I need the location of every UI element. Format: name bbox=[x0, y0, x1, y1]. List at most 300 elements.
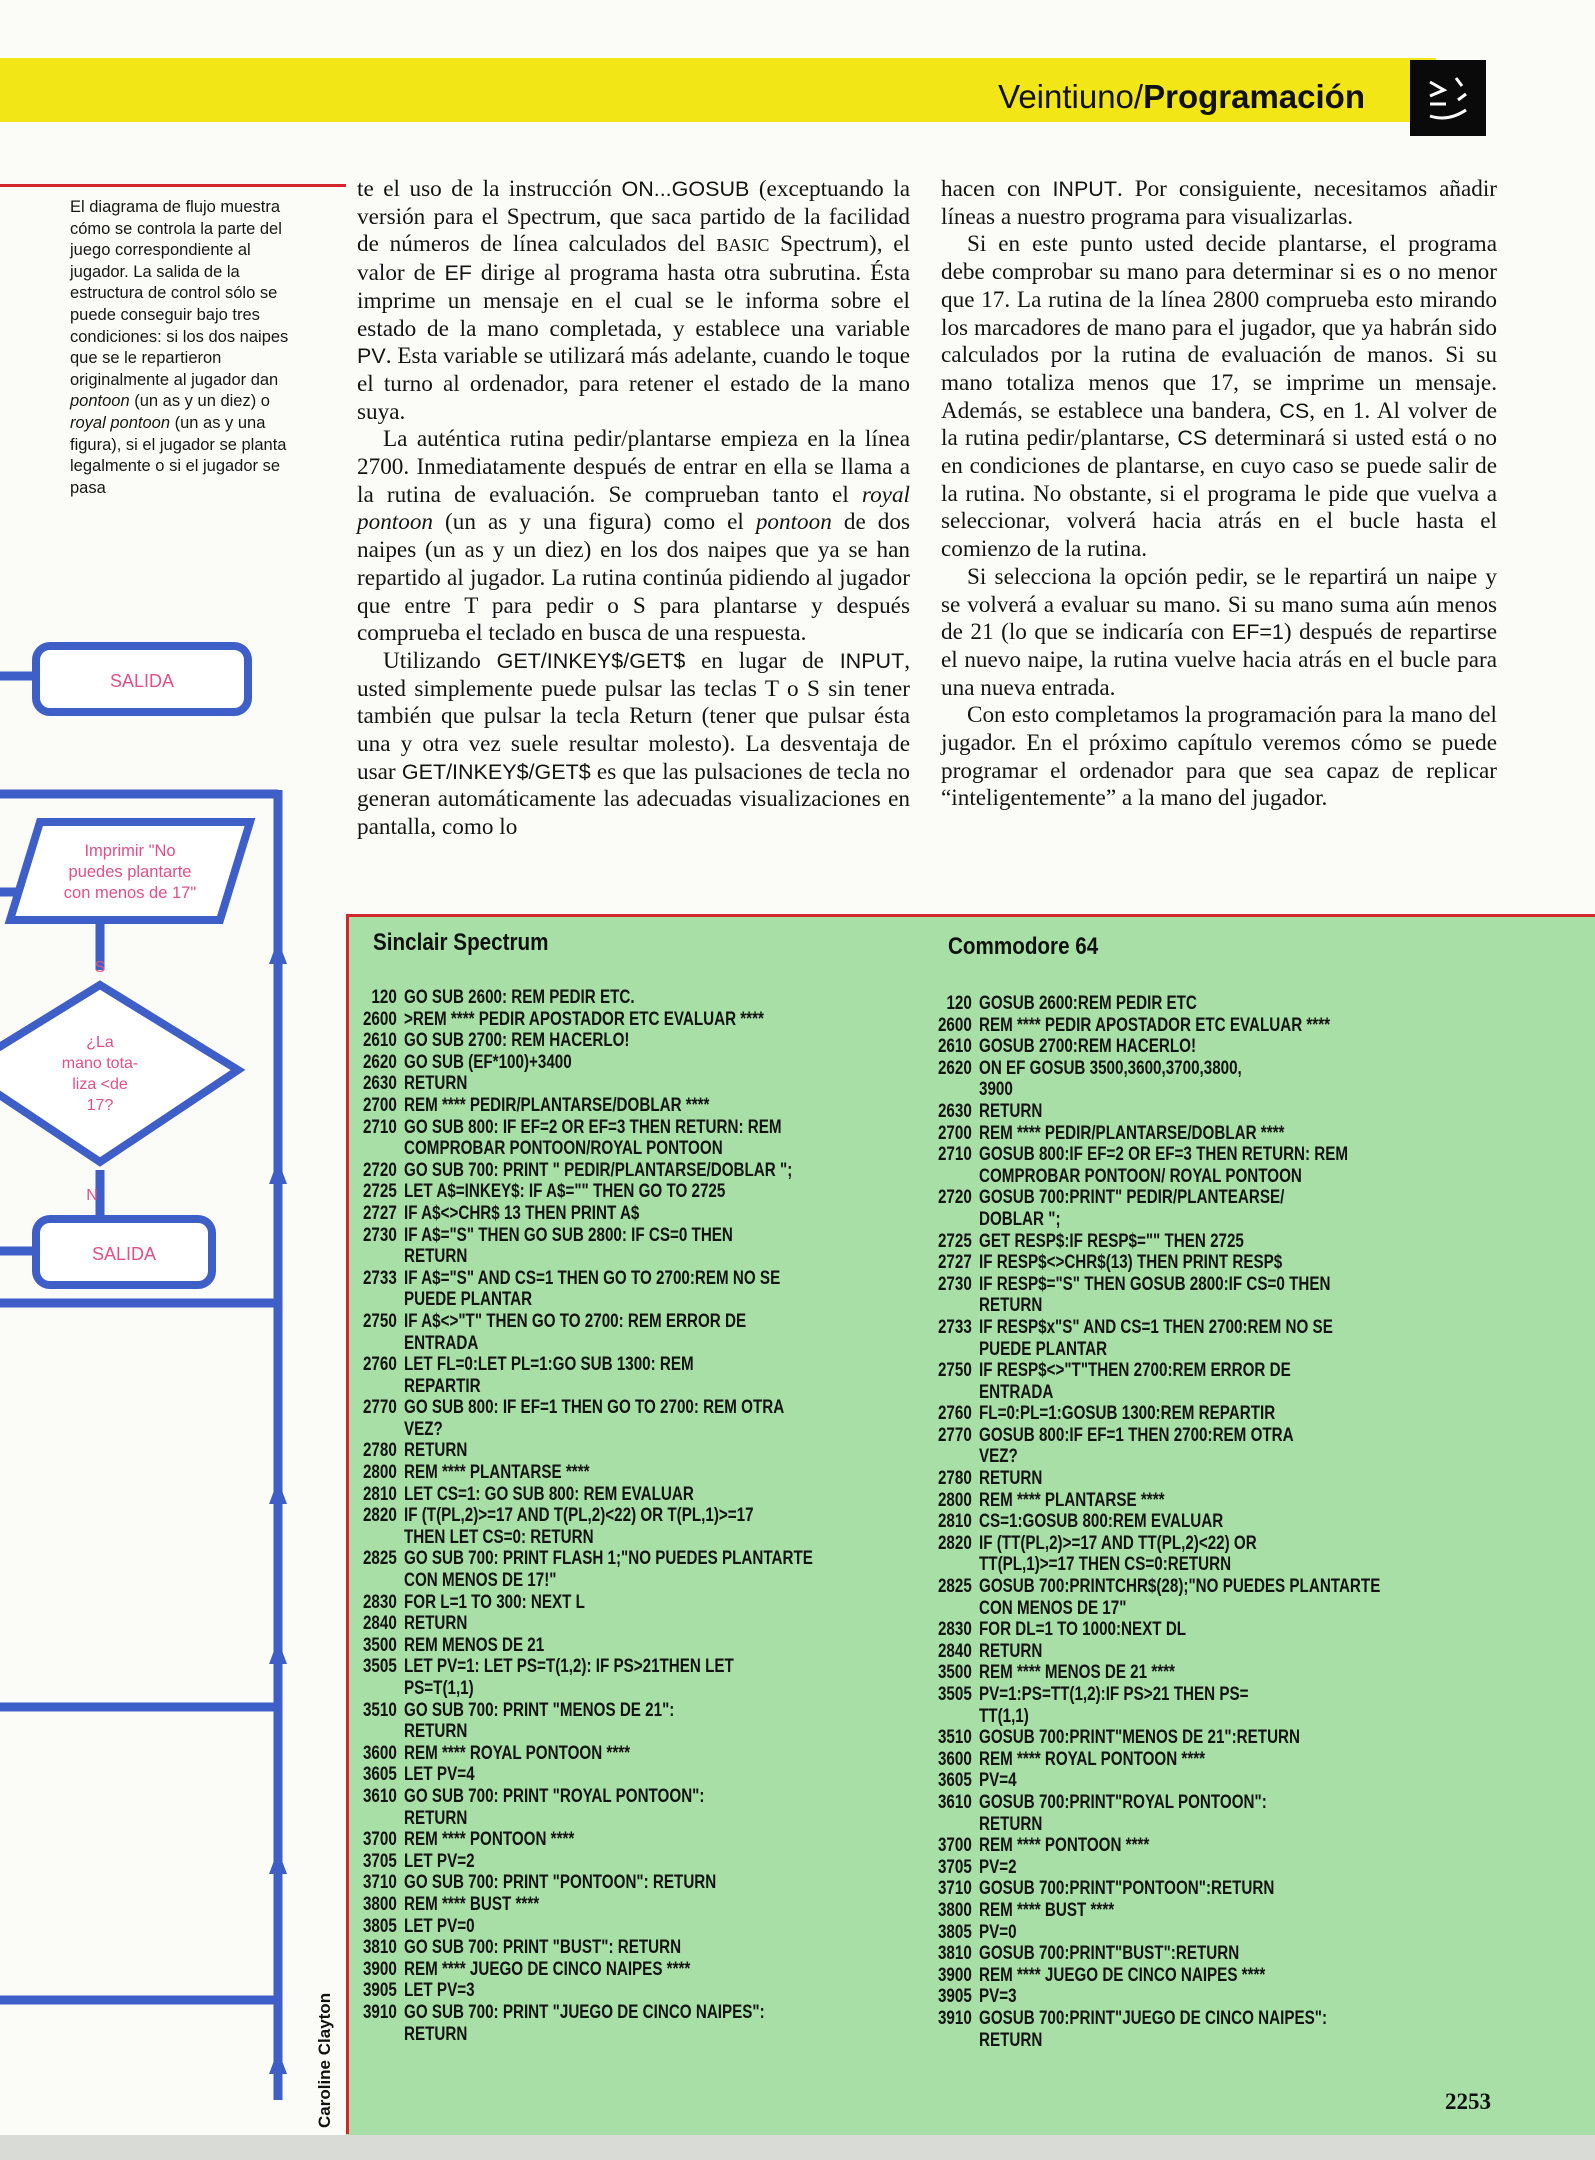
code-line bbox=[360, 1095, 813, 1117]
text-run: (exceptuando la versión para el Spectrum, que saca partido de la facilidad de números de línea calculados del bbox=[357, 176, 910, 258]
line-number: 2733 bbox=[362, 1267, 397, 1289]
line-number: 120 bbox=[946, 993, 972, 1014]
code-text: LET PV=2 bbox=[404, 1850, 475, 1872]
code-text: GO SUB 2700: REM HACERLO! bbox=[404, 1030, 630, 1052]
code-line bbox=[360, 1484, 813, 1506]
line-number: 3710 bbox=[937, 1878, 972, 1900]
line-number: 2780 bbox=[937, 1468, 972, 1490]
code-text: RETURN bbox=[979, 2029, 1043, 2051]
code-text: REM **** BUST **** bbox=[404, 1893, 540, 1915]
code-text: RETURN bbox=[404, 1073, 468, 1095]
code-line bbox=[360, 1181, 813, 1203]
body-paragraph bbox=[941, 176, 1497, 231]
code-line bbox=[360, 1678, 813, 1700]
code-line bbox=[935, 1943, 1380, 1965]
code-text: VEZ? bbox=[979, 1446, 1018, 1468]
code-text: RETURN bbox=[979, 1295, 1043, 1317]
line-number bbox=[360, 1808, 397, 1830]
code-line bbox=[935, 1101, 1380, 1123]
code-line bbox=[935, 1209, 1380, 1231]
body-paragraph bbox=[357, 176, 910, 426]
code-text: RETURN bbox=[404, 1440, 468, 1462]
code-text: REM **** PEDIR/PLANTARSE/DOBLAR **** bbox=[979, 1122, 1285, 1144]
decision-line: ¿La bbox=[86, 1034, 114, 1051]
code-line bbox=[360, 1160, 813, 1182]
code-line bbox=[360, 1440, 813, 1462]
code-text: IF A$<>CHR$ 13 THEN PRINT A$ bbox=[404, 1202, 640, 1224]
line-number: 3800 bbox=[362, 1893, 397, 1915]
code-line bbox=[360, 1764, 813, 1786]
line-number bbox=[360, 1246, 397, 1268]
code-text: GET RESP$:IF RESP$="" THEN 2725 bbox=[979, 1230, 1244, 1252]
line-number: 2825 bbox=[937, 1576, 972, 1598]
code-term: EF bbox=[444, 261, 472, 286]
code-text: LET CS=1: GO SUB 800: REM EVALUAR bbox=[404, 1483, 694, 1505]
code-line bbox=[935, 1468, 1380, 1490]
line-number: 2620 bbox=[362, 1051, 397, 1073]
code-line bbox=[935, 1403, 1380, 1425]
code-line bbox=[360, 1117, 813, 1139]
code-text: GO SUB 700: PRINT "MENOS DE 21": bbox=[404, 1699, 675, 1721]
code-line bbox=[360, 1808, 813, 1830]
small-caps-term: BASIC bbox=[716, 235, 770, 256]
code-line bbox=[360, 1073, 813, 1095]
code-text: GO SUB 700: PRINT "BUST": RETURN bbox=[404, 1937, 682, 1959]
code-text: REM **** ROYAL PONTOON **** bbox=[979, 1748, 1206, 1770]
code-line bbox=[935, 2008, 1380, 2030]
line-number: 3910 bbox=[362, 2001, 397, 2023]
no-label: N bbox=[86, 1187, 98, 1204]
line-number: 3605 bbox=[362, 1764, 397, 1786]
line-number: 2730 bbox=[937, 1273, 972, 1295]
code-line bbox=[935, 1231, 1380, 1253]
code-text: IF A$="S" THEN GO SUB 2800: IF CS=0 THEN bbox=[404, 1224, 733, 1246]
line-number: 2820 bbox=[362, 1505, 397, 1527]
line-number bbox=[935, 2030, 972, 2052]
body-paragraph bbox=[941, 564, 1497, 703]
code-text: GO SUB 700: PRINT "ROYAL PONTOON": bbox=[404, 1785, 705, 1807]
line-number: 3700 bbox=[362, 1829, 397, 1851]
line-number: 2720 bbox=[362, 1159, 397, 1181]
code-line bbox=[360, 1635, 813, 1657]
line-number bbox=[935, 1166, 972, 1188]
code-text: FOR L=1 TO 300: NEXT L bbox=[404, 1591, 585, 1613]
line-number: 3705 bbox=[362, 1850, 397, 1872]
cards-logo-icon bbox=[1410, 60, 1486, 136]
code-line bbox=[360, 1592, 813, 1614]
code-text: PV=4 bbox=[979, 1770, 1017, 1792]
line-number: 2720 bbox=[937, 1187, 972, 1209]
code-text: IF A$<>"T" THEN GO TO 2700: REM ERROR DE bbox=[404, 1310, 747, 1332]
code-text: PV=3 bbox=[979, 1986, 1017, 2008]
code-line bbox=[360, 1333, 813, 1355]
code-line bbox=[360, 1872, 813, 1894]
line-number: 2750 bbox=[362, 1310, 397, 1332]
code-text: TT(PL,1)>=17 THEN CS=0:RETURN bbox=[979, 1554, 1232, 1576]
line-number: 3610 bbox=[937, 1791, 972, 1813]
code-text: GO SUB 700: PRINT " PEDIR/PLANTARSE/DOBLAR "; bbox=[404, 1159, 793, 1181]
code-text: RETURN bbox=[979, 1640, 1043, 1662]
code-line bbox=[935, 1339, 1380, 1361]
print-box-line: puedes plantarte bbox=[68, 863, 192, 881]
code-text: REM **** PEDIR/PLANTARSE/DOBLAR **** bbox=[404, 1094, 710, 1116]
code-text: CON MENOS DE 17" bbox=[979, 1597, 1127, 1619]
line-number: 3510 bbox=[362, 1699, 397, 1721]
line-number: 2620 bbox=[937, 1057, 972, 1079]
text-run: te el uso de la instrucción bbox=[357, 176, 622, 202]
line-number: 3910 bbox=[937, 2007, 972, 2029]
text-run: determinará si usted está o no en condiciones de plantarse, en cuyo caso se puede salir de la rutina. No obstante, si el programa le pide que vuelva a seleccionar, volverá hacia atrás en el bucle hasta el comienzo de la rutina. bbox=[941, 425, 1497, 563]
line-number bbox=[360, 1376, 397, 1398]
line-number: 2730 bbox=[362, 1224, 397, 1246]
code-text: GO SUB 700: PRINT "PONTOON": RETURN bbox=[404, 1872, 717, 1894]
caption-term: royal pontoon bbox=[70, 413, 170, 432]
code-line bbox=[935, 1123, 1380, 1145]
code-text: PUEDE PLANTAR bbox=[404, 1289, 533, 1311]
line-number: 2600 bbox=[937, 1014, 972, 1036]
line-number bbox=[360, 1678, 397, 1700]
code-text: IF RESP$x"S" AND CS=1 THEN 2700:REM NO SE bbox=[979, 1316, 1333, 1338]
code-line bbox=[935, 1986, 1380, 2008]
code-text: DOBLAR "; bbox=[979, 1208, 1061, 1230]
code-text: REM **** PONTOON **** bbox=[979, 1835, 1150, 1857]
line-number: 2727 bbox=[362, 1202, 397, 1224]
line-number: 2770 bbox=[362, 1397, 397, 1419]
code-text: RETURN bbox=[979, 1100, 1043, 1122]
code-text: IF (TT(PL,2)>=17 AND TT(PL,2)<22) OR bbox=[979, 1532, 1257, 1554]
code-line bbox=[935, 1295, 1380, 1317]
text-run: Si en este punto usted decide plantarse, el programa debe comprobar su mano para determinar si es o no menor que 17. La rutina de la línea 2800 comprueba esto mirando los marcadores de mano para el jugador, que ya habrán sido calculados por la rutina de evaluación de manos. Si su mano totaliza menos que 17, se imprime un mensaje. Además, se establece una bandera, bbox=[941, 231, 1497, 424]
caption-text: (un as y una figura), si el jugador se planta legalmente o si el jugador se pasa bbox=[70, 413, 287, 497]
line-number bbox=[935, 1339, 972, 1361]
code-text: REM **** PEDIR APOSTADOR ETC EVALUAR **** bbox=[979, 1014, 1331, 1036]
line-number bbox=[360, 1527, 397, 1549]
code-text: REPARTIR bbox=[404, 1375, 481, 1397]
line-number: 3500 bbox=[362, 1634, 397, 1656]
code-text: REM **** JUEGO DE CINCO NAIPES **** bbox=[404, 1958, 691, 1980]
text-run: . Por consiguiente, necesitamos añadir líneas a nuestro programa para visualizarlas. bbox=[941, 176, 1498, 230]
code-text: PV=1:PS=TT(1,2):IF PS>21 THEN PS= bbox=[979, 1684, 1249, 1705]
line-number: 2733 bbox=[937, 1316, 972, 1338]
code-text: LET PV=1: LET PS=T(1,2): IF PS>21THEN LET bbox=[404, 1656, 734, 1678]
code-line bbox=[935, 1835, 1380, 1857]
code-line bbox=[935, 2030, 1380, 2052]
code-text: LET PV=3 bbox=[404, 1980, 475, 2002]
code-line bbox=[360, 1527, 813, 1549]
line-number: 2700 bbox=[937, 1122, 972, 1144]
code-text: IF RESP$="S" THEN GOSUB 2800:IF CS=0 THEN bbox=[979, 1273, 1331, 1295]
line-number bbox=[360, 1721, 397, 1743]
line-number: 3900 bbox=[362, 1958, 397, 1980]
body-paragraph bbox=[357, 426, 910, 648]
code-line bbox=[360, 1700, 813, 1722]
caption-text: El diagrama de flujo muestra cómo se controla la parte del juego correspondiente al jugador. La salida de la estructura de control sólo se puede conseguir bajo tres condiciones: si los dos naipes que se le repartieron originalmente al jugador dan bbox=[70, 198, 289, 389]
text-run: Con esto completamos la programación para la mano del jugador. En el próximo capítulo veremos cómo se puede programar el ordenador para que sea capaz de replicar “inteligentemente” a la mano del jugador. bbox=[941, 702, 1497, 812]
line-number: 3810 bbox=[937, 1943, 972, 1965]
bottom-margin bbox=[0, 2135, 1595, 2160]
text-run: ) después de repartirse el nuevo naipe, la rutina vuelve hacia atrás en el bucle para una nueva entrada. bbox=[941, 619, 1498, 701]
text-run: Utilizando bbox=[383, 647, 497, 674]
code-text: TT(1,1) bbox=[979, 1705, 1029, 1727]
code-text: ON EF GOSUB 3500,3600,3700,3800, bbox=[979, 1057, 1242, 1079]
code-line bbox=[935, 1814, 1380, 1836]
line-number: 3905 bbox=[937, 1986, 972, 2008]
text-run: , usted simplemente puede pulsar las teclas T o S sin tener también que pulsar la tecla Return (tener que pulsar ésta una y otra vez suele resultar molesto). La desventaja de usar bbox=[357, 647, 910, 785]
code-line bbox=[360, 1829, 813, 1851]
code-line bbox=[360, 1419, 813, 1441]
line-number: 3510 bbox=[937, 1727, 972, 1749]
c64-code-listing bbox=[935, 993, 1492, 2051]
c64-heading: Commodore 64 bbox=[948, 933, 1099, 960]
text-run: Spectrum), el valor de bbox=[357, 231, 910, 287]
line-number: 3605 bbox=[937, 1770, 972, 1792]
line-number: 2820 bbox=[937, 1532, 972, 1554]
body-column-right bbox=[941, 176, 1497, 813]
code-line bbox=[360, 1246, 813, 1268]
code-line bbox=[360, 1894, 813, 1916]
line-number: 3600 bbox=[362, 1742, 397, 1764]
page-number: 2253 bbox=[1445, 2089, 1491, 2114]
code-line bbox=[935, 1770, 1380, 1792]
line-number: 3800 bbox=[937, 1899, 972, 1921]
text-run: La auténtica rutina pedir/plantarse empieza en la línea 2700. Inmediatamente después de entrar en ella se llama a la rutina de evaluación. Se comprueban tanto el bbox=[357, 426, 910, 508]
yes-label: S bbox=[94, 959, 106, 976]
line-number: 3600 bbox=[937, 1748, 972, 1770]
line-number: 2630 bbox=[362, 1073, 397, 1095]
code-text: GOSUB 700:PRINT"MENOS DE 21":RETURN bbox=[979, 1727, 1300, 1749]
code-text: LET FL=0:LET PL=1:GO SUB 1300: REM bbox=[404, 1354, 694, 1376]
body-paragraph bbox=[941, 231, 1497, 563]
line-number: 2830 bbox=[362, 1591, 397, 1613]
code-line bbox=[935, 1965, 1380, 1987]
code-line bbox=[935, 1706, 1380, 1728]
line-number bbox=[935, 1814, 972, 1836]
code-term: GET/INKEY$/GET$ bbox=[401, 759, 591, 784]
code-line bbox=[360, 1851, 813, 1873]
text-run: . Esta variable se utilizará más adelante, cuando le toque el turno al ordenador, para retener el estado de la mano suya. bbox=[357, 343, 910, 425]
code-text: GO SUB 2600: REM PEDIR ETC. bbox=[404, 987, 635, 1008]
code-line bbox=[935, 1857, 1380, 1879]
code-line bbox=[935, 1490, 1380, 1512]
line-number: 3505 bbox=[362, 1656, 397, 1678]
line-number: 3810 bbox=[362, 1937, 397, 1959]
text-run: (un as y una figura) como el bbox=[433, 509, 756, 536]
code-text: CS=1:GOSUB 800:REM EVALUAR bbox=[979, 1511, 1224, 1533]
page-title bbox=[998, 78, 1365, 116]
code-text: PUEDE PLANTAR bbox=[979, 1338, 1108, 1360]
line-number bbox=[360, 1419, 397, 1441]
line-number: 2710 bbox=[937, 1144, 972, 1166]
code-line bbox=[935, 1792, 1380, 1814]
code-line bbox=[935, 1554, 1380, 1576]
code-line bbox=[360, 1937, 813, 1959]
code-text: GOSUB 700:PRINT"BUST":RETURN bbox=[979, 1943, 1240, 1965]
body-paragraph bbox=[357, 648, 910, 842]
code-text: RETURN bbox=[979, 1468, 1043, 1490]
code-line bbox=[935, 1922, 1380, 1944]
code-line bbox=[935, 1727, 1380, 1749]
code-text: THEN LET CS=0: RETURN bbox=[404, 1526, 594, 1548]
code-text: GO SUB 700: PRINT "JUEGO DE CINCO NAIPES": bbox=[404, 2001, 765, 2023]
line-number bbox=[935, 1295, 972, 1317]
code-line bbox=[360, 1959, 813, 1981]
line-number: 2800 bbox=[937, 1489, 972, 1511]
code-line bbox=[935, 1533, 1380, 1555]
line-number: 3805 bbox=[362, 1915, 397, 1937]
exit-label: SALIDA bbox=[91, 1244, 157, 1264]
line-number: 2840 bbox=[937, 1640, 972, 1662]
line-number: 2770 bbox=[937, 1424, 972, 1446]
code-term: ON...GOSUB bbox=[621, 177, 750, 201]
code-line bbox=[360, 1009, 813, 1031]
code-text: GOSUB 2700:REM HACERLO! bbox=[979, 1036, 1197, 1058]
code-panel-rule bbox=[346, 914, 349, 2134]
code-term: CS bbox=[1177, 426, 1208, 451]
line-number: 3905 bbox=[362, 1980, 397, 2002]
code-line bbox=[935, 1079, 1380, 1101]
code-text: PS=T(1,1) bbox=[404, 1678, 474, 1699]
code-line bbox=[935, 1036, 1380, 1058]
code-line bbox=[360, 1980, 813, 2002]
line-number bbox=[935, 1706, 972, 1728]
code-text: REM **** PLANTARSE **** bbox=[979, 1489, 1165, 1511]
line-number bbox=[360, 1333, 397, 1355]
code-line bbox=[360, 2002, 813, 2024]
line-number: 2600 bbox=[362, 1008, 397, 1030]
line-number bbox=[935, 1554, 972, 1576]
caption-text: (un as y un diez) o bbox=[129, 392, 270, 411]
text-run: en lugar de bbox=[685, 647, 840, 674]
code-line bbox=[360, 2024, 813, 2046]
text-run: hacen con bbox=[941, 176, 1053, 202]
code-term: PV bbox=[357, 344, 386, 369]
code-line bbox=[935, 1317, 1380, 1339]
code-text: GO SUB 700: PRINT FLASH 1;"NO PUEDES PLANTARTE bbox=[404, 1548, 813, 1570]
code-text: GOSUB 700:PRINT"PONTOON":RETURN bbox=[979, 1878, 1275, 1900]
decision-line: mano tota- bbox=[61, 1055, 139, 1072]
code-line bbox=[935, 1662, 1380, 1684]
code-text: REM **** BUST **** bbox=[979, 1899, 1115, 1921]
line-number bbox=[935, 1598, 972, 1620]
text-run: dirige al programa hasta otra subrutina. Ésta imprime un mensaje en el cual se le informa sobre el estado de la mano completada, y establece una variable bbox=[357, 260, 911, 342]
code-text: REM **** PLANTARSE **** bbox=[404, 1462, 590, 1484]
line-number: 3805 bbox=[937, 1921, 972, 1943]
code-text: GOSUB 2600:REM PEDIR ETC bbox=[979, 993, 1197, 1014]
code-line bbox=[360, 1138, 813, 1160]
spectrum-code-listing bbox=[360, 987, 926, 2045]
code-text: >REM **** PEDIR APOSTADOR ETC EVALUAR **** bbox=[404, 1008, 764, 1030]
line-number bbox=[360, 1570, 397, 1592]
code-text: GO SUB (EF*100)+3400 bbox=[404, 1051, 572, 1073]
line-number: 120 bbox=[371, 987, 397, 1008]
spectrum-heading: Sinclair Spectrum bbox=[373, 929, 549, 956]
code-text: GOSUB 700:PRINT" PEDIR/PLANTEARSE/ bbox=[979, 1187, 1285, 1209]
code-text: REM **** ROYAL PONTOON **** bbox=[404, 1742, 631, 1764]
code-line bbox=[935, 1382, 1380, 1404]
line-number: 2830 bbox=[937, 1619, 972, 1641]
line-number: 2780 bbox=[362, 1440, 397, 1462]
caption-term: pontoon bbox=[70, 392, 130, 411]
line-number bbox=[935, 1209, 972, 1231]
code-line bbox=[935, 1274, 1380, 1296]
section-label: Veintiuno/ bbox=[998, 78, 1144, 115]
code-line bbox=[360, 1225, 813, 1247]
code-line bbox=[360, 1721, 813, 1743]
code-line bbox=[360, 1548, 813, 1570]
code-text: ENTRADA bbox=[979, 1381, 1054, 1403]
code-text: RETURN bbox=[404, 1613, 468, 1635]
print-box-line: Imprimir "No bbox=[84, 842, 176, 860]
code-line bbox=[935, 1425, 1380, 1447]
line-number: 2725 bbox=[937, 1230, 972, 1252]
code-text: IF RESP$<>"T"THEN 2700:REM ERROR DE bbox=[979, 1360, 1291, 1382]
code-line bbox=[360, 1570, 813, 1592]
flowchart bbox=[0, 180, 346, 2100]
code-line bbox=[360, 1397, 813, 1419]
print-box-line: con menos de 17" bbox=[63, 884, 197, 902]
illustration-credit bbox=[310, 1950, 340, 2130]
line-number bbox=[360, 2024, 397, 2046]
code-text: REM **** MENOS DE 21 **** bbox=[979, 1662, 1175, 1684]
code-line bbox=[360, 1613, 813, 1635]
line-number: 2630 bbox=[937, 1100, 972, 1122]
line-number: 2727 bbox=[937, 1252, 972, 1274]
code-text: 3900 bbox=[979, 1079, 1013, 1101]
line-number: 2810 bbox=[362, 1483, 397, 1505]
code-text: LET PV=0 bbox=[404, 1915, 475, 1937]
exit-label: SALIDA bbox=[109, 671, 175, 691]
code-line bbox=[935, 1641, 1380, 1663]
code-line bbox=[360, 1289, 813, 1311]
code-text: REM MENOS DE 21 bbox=[404, 1634, 545, 1656]
code-line bbox=[360, 1030, 813, 1052]
code-term: INPUT bbox=[1052, 177, 1117, 201]
code-text: IF RESP$<>CHR$(13) THEN PRINT RESP$ bbox=[979, 1252, 1283, 1274]
code-line bbox=[360, 1354, 813, 1376]
topic-label: Programación bbox=[1143, 78, 1365, 115]
line-number: 2750 bbox=[937, 1360, 972, 1382]
code-line bbox=[360, 1376, 813, 1398]
code-text: VEZ? bbox=[404, 1418, 443, 1440]
code-text: LET PV=4 bbox=[404, 1764, 475, 1786]
code-line bbox=[935, 1598, 1380, 1620]
code-text: GO SUB 800: IF EF=2 OR EF=3 THEN RETURN: REM bbox=[404, 1116, 782, 1138]
line-number: 3610 bbox=[362, 1785, 397, 1807]
code-line bbox=[935, 993, 1380, 1015]
line-number bbox=[935, 1079, 972, 1101]
code-line bbox=[935, 1878, 1380, 1900]
code-term: CS bbox=[1279, 398, 1310, 423]
code-text: RETURN bbox=[404, 1721, 468, 1743]
code-text: IF A$="S" AND CS=1 THEN GO TO 2700:REM NO SE bbox=[404, 1267, 781, 1289]
code-text: REM **** PONTOON **** bbox=[404, 1829, 575, 1851]
code-line bbox=[360, 1656, 813, 1678]
line-number: 2825 bbox=[362, 1548, 397, 1570]
code-line bbox=[935, 1576, 1380, 1598]
code-line bbox=[935, 1749, 1380, 1771]
line-number bbox=[935, 1446, 972, 1468]
code-line bbox=[935, 1144, 1380, 1166]
code-line bbox=[360, 1743, 813, 1765]
code-line bbox=[360, 1916, 813, 1938]
code-text: PV=2 bbox=[979, 1856, 1017, 1878]
code-line bbox=[935, 1511, 1380, 1533]
line-number: 2700 bbox=[362, 1094, 397, 1116]
code-text: RETURN bbox=[979, 1813, 1043, 1835]
code-line bbox=[360, 1462, 813, 1484]
code-line bbox=[360, 987, 813, 1009]
body-paragraph bbox=[941, 702, 1497, 813]
